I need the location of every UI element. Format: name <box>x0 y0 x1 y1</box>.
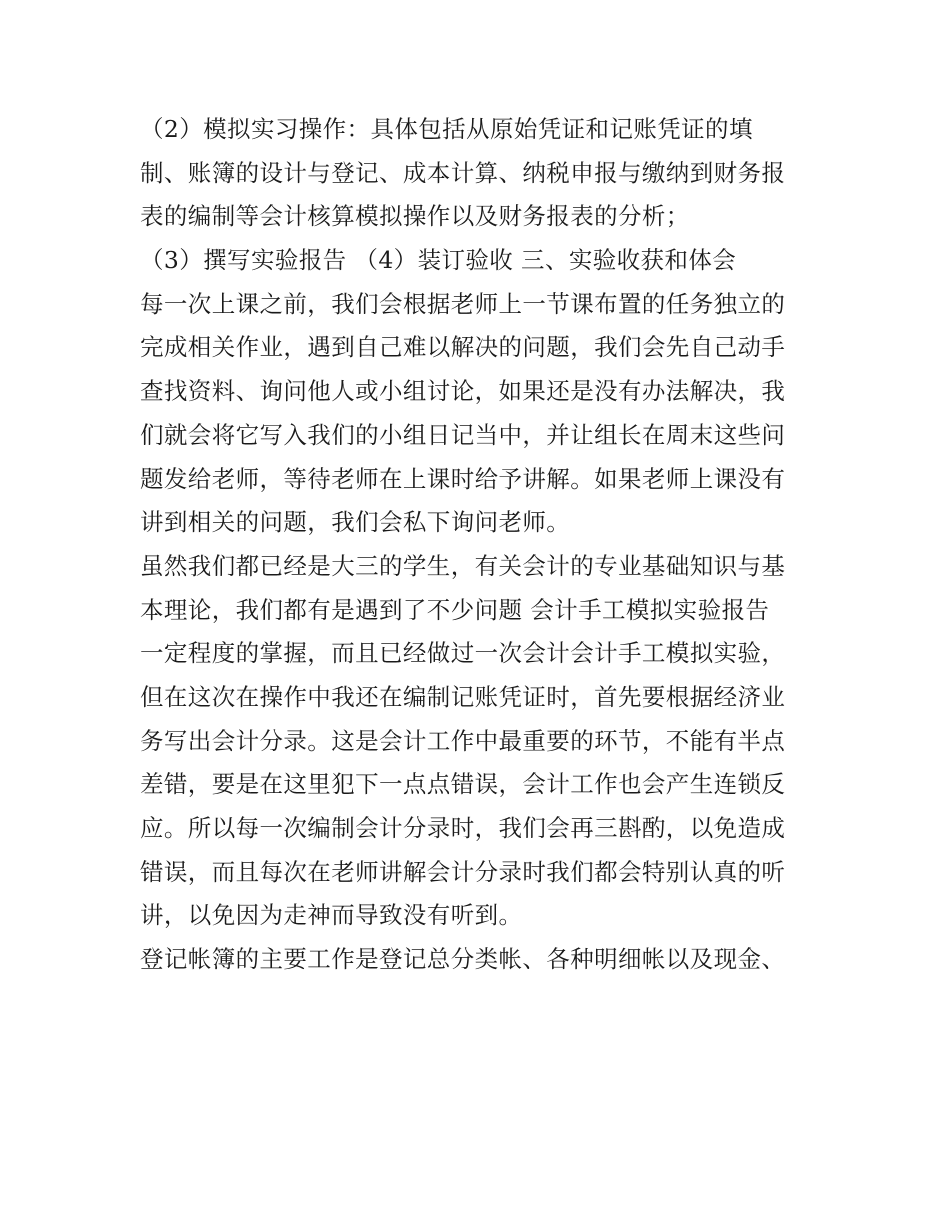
text-line: 每一次上课之前，我们会根据老师上一节课布置的任务独立的 <box>140 289 786 318</box>
text-line: 讲，以免因为走神而导致没有听到。 <box>140 901 523 930</box>
text-line: 制、账簿的设计与登记、成本计算、纳税申报与缴纳到财务报 <box>140 158 786 187</box>
text-line: 但在这次在操作中我还在编制记账凭证时，首先要根据经济业 <box>140 682 786 711</box>
text-line: 应。所以每一次编制会计分录时，我们会再三斟酌，以免造成 <box>140 814 786 842</box>
text-line: 一定程度的掌握，而且已经做过一次会计会计手工模拟实验， <box>140 639 786 668</box>
text-line: 虽然我们都已经是大三的学生，有关会计的专业基础知识与基 <box>140 551 786 580</box>
text-line: 讲到相关的问题，我们会私下询问老师。 <box>140 508 571 537</box>
text-line: 完成相关作业，遇到自己难以解决的问题，我们会先自己动手 <box>140 333 786 362</box>
text-line: 本理论，我们都有是遇到了不少问题 会计手工模拟实验报告 <box>140 595 770 624</box>
text-line: 错误，而且每次在老师讲解会计分录时我们都会特别认真的听 <box>140 857 786 886</box>
body-text <box>140 108 820 982</box>
text-line: （2）模拟实习操作：具体包括从原始凭证和记账凭证的填 <box>140 115 753 143</box>
text-line: 题发给老师，等待老师在上课时给予讲解。如果老师上课没有 <box>140 464 786 493</box>
text-line: 差错，要是在这里犯下一点点错误，会计工作也会产生连锁反 <box>140 770 786 799</box>
text-line: 登记帐簿的主要工作是登记总分类帐、各种明细帐以及现金、 <box>140 945 786 974</box>
text-line: 查找资料、询问他人或小组讨论，如果还是没有办法解决，我 <box>140 377 786 406</box>
text-line: 表的编制等会计核算模拟操作以及财务报表的分析； <box>140 202 690 231</box>
text-line: 们就会将它写入我们的小组日记当中，并让组长在周末这些问 <box>140 420 786 449</box>
text-line: 务写出会计分录。这是会计工作中最重要的环节，不能有半点 <box>140 726 786 755</box>
text-line: （3）撰写实验报告 （4）装订验收 三、实验收获和体会 <box>140 246 737 275</box>
